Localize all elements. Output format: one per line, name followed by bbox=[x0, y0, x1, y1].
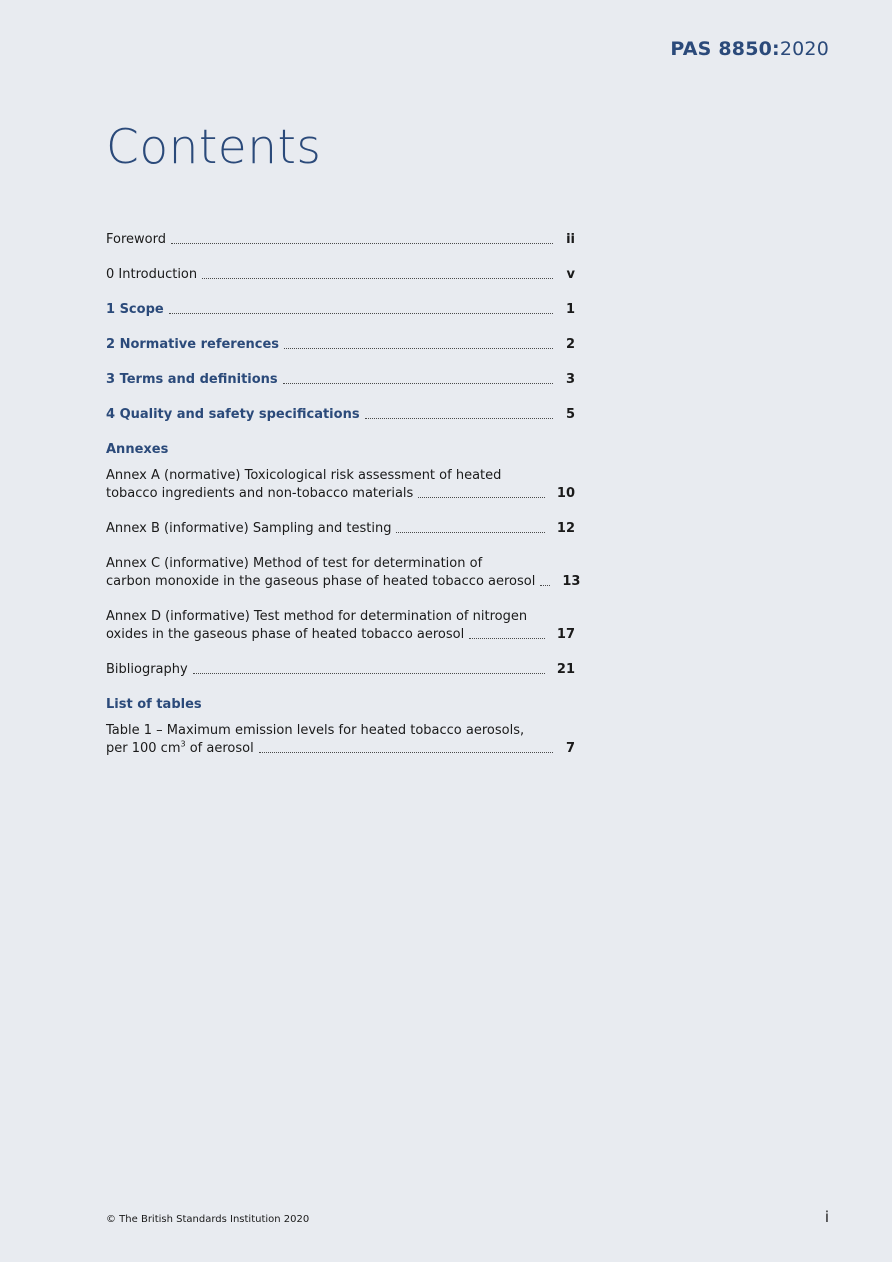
toc-entry-text-line2: tobacco ingredients and non-tobacco materials bbox=[106, 486, 414, 501]
page-title: Contents bbox=[106, 120, 322, 175]
toc-entry-table-1[interactable] bbox=[106, 722, 575, 758]
toc-leader-dots bbox=[202, 278, 553, 279]
toc-entry-bibliography[interactable] bbox=[106, 661, 575, 679]
footer-page-number: i bbox=[824, 1208, 829, 1226]
toc-entry-normative-references[interactable] bbox=[106, 336, 575, 354]
table-of-contents bbox=[106, 231, 581, 775]
toc-entry-text-post: of aerosol bbox=[185, 741, 254, 756]
toc-page-number: 13 bbox=[562, 574, 581, 589]
toc-entry-text: 4 Quality and safety specifications bbox=[106, 407, 360, 422]
toc-entry-quality-safety[interactable] bbox=[106, 406, 575, 424]
toc-leader-dots bbox=[284, 348, 553, 349]
toc-page-number: 3 bbox=[565, 372, 575, 387]
toc-leader-dots bbox=[193, 673, 545, 674]
toc-page-number: ii bbox=[566, 232, 575, 247]
toc-entry-foreword[interactable] bbox=[106, 231, 575, 249]
list-of-tables-heading: List of tables bbox=[106, 697, 202, 712]
toc-entry-text: Annex B (informative) Sampling and testing bbox=[106, 521, 392, 536]
toc-entry-terms-definitions[interactable] bbox=[106, 371, 575, 389]
document-id-year: 2020 bbox=[779, 38, 829, 60]
toc-entry-scope[interactable] bbox=[106, 301, 575, 319]
toc-entry-text-line2 bbox=[106, 740, 254, 758]
toc-leader-dots bbox=[259, 752, 553, 753]
toc-page-number: 12 bbox=[556, 521, 575, 536]
toc-page-number: 21 bbox=[556, 662, 575, 677]
annexes-heading: Annexes bbox=[106, 442, 169, 457]
toc-leader-dots bbox=[171, 243, 553, 244]
toc-entry-introduction[interactable] bbox=[106, 266, 575, 284]
toc-entry-text: 2 Normative references bbox=[106, 337, 280, 352]
footer-copyright: © The British Standards Institution 2020 bbox=[106, 1214, 310, 1225]
toc-entry-text-pre: per 100 cm bbox=[106, 741, 181, 756]
toc-entry-text: Bibliography bbox=[106, 662, 188, 677]
toc-entry-annex-b[interactable] bbox=[106, 520, 575, 538]
toc-entry-text-line2: carbon monoxide in the gaseous phase of heated tobacco aerosol bbox=[106, 574, 536, 589]
toc-page-number: 7 bbox=[565, 741, 575, 756]
toc-leader-dots bbox=[396, 532, 544, 533]
toc-entry-text: 3 Terms and definitions bbox=[106, 372, 278, 387]
toc-page-number: v bbox=[566, 267, 575, 282]
toc-entry-text-line1: Annex C (informative) Method of test for determination of bbox=[106, 556, 483, 571]
toc-leader-dots bbox=[283, 383, 553, 384]
toc-leader-dots bbox=[469, 638, 545, 639]
toc-entry-annex-a[interactable] bbox=[106, 467, 575, 503]
toc-entry-text-line1: Annex A (normative) Toxicological risk assessment of heated bbox=[106, 468, 502, 483]
toc-page-number: 17 bbox=[556, 627, 575, 642]
toc-leader-dots bbox=[169, 313, 553, 314]
toc-leader-dots bbox=[418, 497, 545, 498]
toc-entry-text: Foreword bbox=[106, 232, 166, 247]
toc-entry-text: 0 Introduction bbox=[106, 267, 198, 282]
toc-page-number: 10 bbox=[556, 486, 575, 501]
toc-entry-text: 1 Scope bbox=[106, 302, 164, 317]
toc-entry-annex-c[interactable] bbox=[106, 555, 581, 591]
toc-leader-dots bbox=[540, 585, 550, 586]
document-id-number: PAS 8850: bbox=[670, 38, 780, 60]
toc-page-number: 1 bbox=[565, 302, 575, 317]
toc-entry-annex-d[interactable] bbox=[106, 608, 575, 644]
superscript-exponent: 3 bbox=[180, 739, 186, 749]
toc-leader-dots bbox=[365, 418, 553, 419]
toc-page-number: 2 bbox=[565, 337, 575, 352]
toc-entry-text-line2: oxides in the gaseous phase of heated tobacco aerosol bbox=[106, 627, 465, 642]
toc-page-number: 5 bbox=[565, 407, 575, 422]
toc-entry-text-line1: Table 1 – Maximum emission levels for heated tobacco aerosols, bbox=[106, 723, 525, 738]
document-id bbox=[670, 38, 829, 60]
toc-entry-text-line1: Annex D (informative) Test method for determination of nitrogen bbox=[106, 609, 528, 624]
